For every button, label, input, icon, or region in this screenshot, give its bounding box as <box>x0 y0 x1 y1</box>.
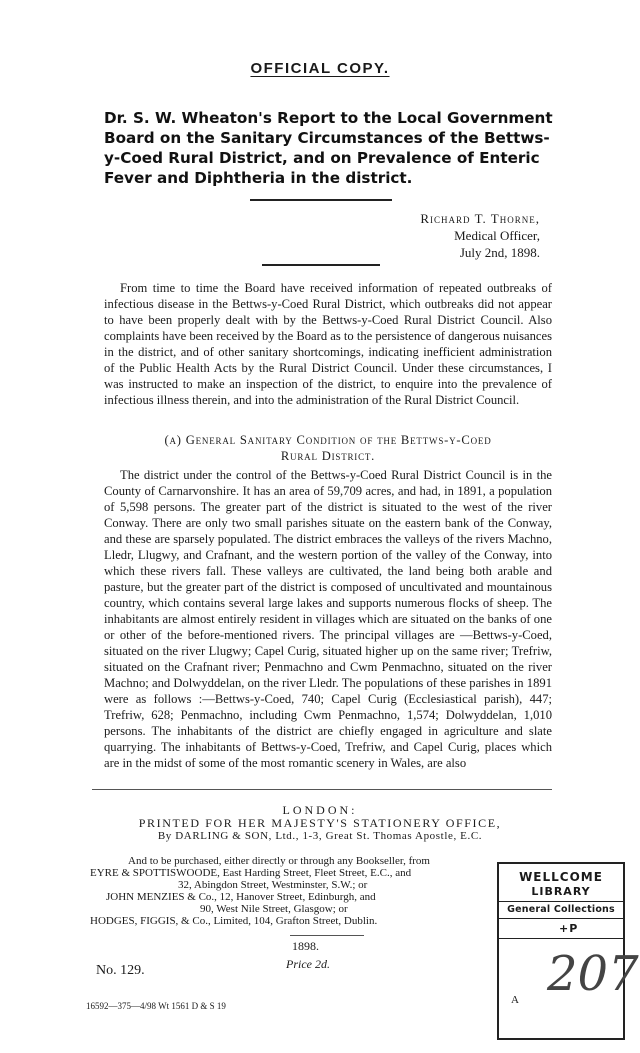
section-title-line2: Rural District. <box>280 449 376 463</box>
section-label: (a) <box>164 433 182 447</box>
section-title-line1: General Sanitary Condition of the Bettws-y-Coed <box>185 433 492 447</box>
signature-divider <box>262 264 380 266</box>
sale-line-3: 32, Abingdon Street, Westminster, S.W.; or <box>178 879 368 891</box>
document-number: No. 129. <box>96 963 145 978</box>
official-copy-heading: OFFICIAL COPY. <box>250 60 390 77</box>
footer-divider <box>92 789 552 790</box>
signature-date: July 2nd, 1898. <box>459 245 540 260</box>
stamp-library-line2: LIBRARY <box>531 885 591 898</box>
title-divider <box>250 199 392 201</box>
year-divider <box>290 935 364 936</box>
section-heading <box>104 432 552 464</box>
sale-line-5: 90, West Nile Street, Glasgow; or <box>200 903 348 915</box>
stamp-shelf-letter: A <box>511 994 519 1006</box>
print-code: 16592—375—4/98 Wt 1561 D & S 19 <box>86 1001 226 1011</box>
imprint-printer: PRINTED FOR HER MAJESTY'S STATIONERY OFFICE, <box>138 816 502 830</box>
stamp-divider-1 <box>499 901 623 902</box>
stamp-collection: General Collections <box>507 904 615 915</box>
signature-role: Medical Officer, <box>454 228 540 243</box>
sale-line-1: And to be purchased, either directly or through any Bookseller, from <box>128 855 430 867</box>
stamp-mark: +P <box>559 922 579 935</box>
signature-name: Richard T. Thorne, <box>420 211 540 226</box>
body-paragraph: The district under the control of the Bettws-y-Coed Rural District Council is in the County of Carnarvonshire. It has an area of 59,709 acres, and had, in 1891, a population of 5,598 persons. The greater part of the district is situated to the west of the river Conway. There are only two small parishes situate on the eastern bank of the Conway, and these are sparsely populated. The district embraces the valleys of the rivers Machno, Lledr, Llugwy, and Crafnant, and the western portion of the valley of the Conway, into which these rivers fall. These valleys are cultivated, the land being both arable and pasture, but the greater part of the district is composed of uncultivated and mountainous country, which contains several large lakes and supports numerous flocks of sheep. The inhabitants are almost entirely resident in villages which are situated on the banks of one or other of the before-mentioned rivers. The principal villages are —Bettws-y-Coed, situated on the river Llugwy; Capel Curig, situated higher up on the same river; Trefriw, situated on the Crafnant river; Penmachno and Cwm Penmachno, situated on the river Machno; and Dolwyddelan, on the river Lledr. The populations of these parishes in 1891 were as follows :—Bettws-y-Coed, 740; Capel Curig (Ecclesiastical parish), 447; Trefriw, 628; Penmachno, including Cwm Penmachno, 1,574; Dolwyddelan, 1,010 persons. The inhabitants of the district are chiefly engaged in agriculture and slate quarrying. The inhabitants of Bettws-y-Coed, Trefriw, and Capel Curig, places which are in the midst of some of the most romantic scenery in Wales, are also <box>104 468 552 770</box>
sale-line-2: EYRE & SPOTTISWOODE, East Harding Street, Fleet Street, E.C., and <box>90 867 412 879</box>
imprint-by: By DARLING & SON, Ltd., 1-3, Great St. Thomas Apostle, E.C. <box>157 830 483 842</box>
price: Price 2d. <box>286 957 330 971</box>
sale-line-6: HODGES, FIGGIS, & Co., Limited, 104, Grafton Street, Dublin. <box>90 915 378 927</box>
sale-line-4: JOHN MENZIES & Co., 12, Hanover Street, Edinburgh, and <box>106 891 376 903</box>
stamp-divider-2 <box>499 918 623 919</box>
stamp-library-line1: WELLCOME <box>519 870 603 884</box>
stamp-divider-3 <box>499 938 623 939</box>
stamp-handwritten-number: 207 <box>547 946 639 1002</box>
intro-paragraph: From time to time the Board have received information of repeated outbreaks of infectious disease in the Bettws-y-Coed Rural District, which outbreaks did not appear to have been properly dealt with by the Bettws-y-Coed Rural District Council. Also complaints have been received by the Board as to the persistence of dangerous nuisances in the district, and of other sanitary shortcomings, indicating inefficient administration of the Public Health Acts by the Rural District Council. Under these circumstances, I was instructed to make an inspection of the district, to enquire into the prevalence of infectious illness therein, and into the administration of the Rural District Council. <box>104 281 552 407</box>
library-stamp <box>497 862 639 1040</box>
imprint-city: LONDON: <box>282 803 358 817</box>
signature-block <box>420 210 540 261</box>
publication-year: 1898. <box>292 939 319 953</box>
report-title: Dr. S. W. Wheaton's Report to the Local Government Board on the Sanitary Circumstances of the Bettws-y-Coed Rural District, and on Prevalence of Enteric Fever and Diphtheria in the district. <box>104 109 553 187</box>
